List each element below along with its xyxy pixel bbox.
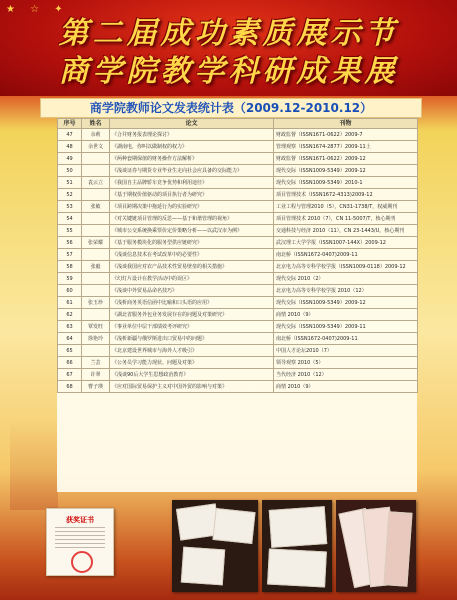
cell-name: 曹子瑛 bbox=[82, 381, 110, 393]
table-row bbox=[58, 273, 418, 285]
cell-paper: 《项目跨期决策中拖延行为的实验研究》 bbox=[110, 201, 274, 213]
cell-name bbox=[82, 345, 110, 357]
cell-journal: 中国人才论坛2010（7） bbox=[274, 345, 418, 357]
certificates-photo-1 bbox=[172, 500, 258, 592]
header-banner bbox=[0, 0, 457, 96]
cell-paper: 《浅谈90后大学生思想政治教育》 bbox=[110, 369, 274, 381]
table-row bbox=[58, 297, 418, 309]
cell-paper: 《浅谈证券与期货专业毕业生走向社会应具备的交际能力》 bbox=[110, 165, 274, 177]
cell-no: 65 bbox=[58, 345, 82, 357]
cell-paper: 《公务员学习能力现状、问题及对策》 bbox=[110, 357, 274, 369]
cell-paper: 《合并财务报表理论探讨》 bbox=[110, 129, 274, 141]
column-header-journal: 刊物 bbox=[274, 119, 418, 129]
cell-name: 兰芸 bbox=[82, 357, 110, 369]
table-row bbox=[58, 237, 418, 249]
cell-name: 袁云立 bbox=[82, 177, 110, 189]
cell-no: 59 bbox=[58, 273, 82, 285]
cell-name: 徐艳玲 bbox=[82, 333, 110, 345]
cell-paper: 《湖北省服务外包业务发展存在的问题及对策研究》 bbox=[110, 309, 274, 321]
certificate-text-lines bbox=[55, 527, 105, 551]
cell-paper: 《浅谈信息技术在考试改革中的必要性》 bbox=[110, 249, 274, 261]
cell-journal: 交通科技与经济 2010（11），CN 23-1443/U，核心期刊 bbox=[274, 225, 418, 237]
cell-paper: 《基于期权价值驱动的项目执行者为研究》 bbox=[110, 189, 274, 201]
award-photos-strip bbox=[0, 498, 457, 600]
award-certificate-image bbox=[46, 508, 114, 576]
cell-name: 张毅 bbox=[82, 261, 110, 273]
banner-title-line2: 商学院教学科研成果展 bbox=[58, 54, 399, 89]
table-row bbox=[58, 369, 418, 381]
cell-paper: 《北京建设世界城市与海外人才吸引》 bbox=[110, 345, 274, 357]
column-header-no: 序号 bbox=[58, 119, 82, 129]
table-row bbox=[58, 141, 418, 153]
cell-no: 51 bbox=[58, 177, 82, 189]
table-row bbox=[58, 321, 418, 333]
table-row bbox=[58, 357, 418, 369]
certificates-photo-3 bbox=[336, 500, 416, 592]
cell-no: 63 bbox=[58, 321, 82, 333]
cell-paper: 《两种套期保值的财务操作方法解析》 bbox=[110, 153, 274, 165]
cell-name: 余世文 bbox=[82, 141, 110, 153]
column-header-paper: 论文 bbox=[110, 119, 274, 129]
table-row bbox=[58, 201, 418, 213]
table-row bbox=[58, 153, 418, 165]
cell-journal: 领导观察 2010（5） bbox=[274, 357, 418, 369]
cell-journal: 工业工程与管理2010（5），CN31-1738/T，权威期刊 bbox=[274, 201, 418, 213]
cell-name: 余莉 bbox=[82, 129, 110, 141]
cell-paper: 《浅析商务英语信函中比喻和口头语的应用》 bbox=[110, 297, 274, 309]
cell-paper: 《应对国际贸易保护主义对中国外贸的影响与对策》 bbox=[110, 381, 274, 393]
table-row bbox=[58, 165, 418, 177]
cell-no: 52 bbox=[58, 189, 82, 201]
cell-name bbox=[82, 153, 110, 165]
cell-no: 66 bbox=[58, 357, 82, 369]
cell-no: 54 bbox=[58, 213, 82, 225]
cell-name bbox=[82, 165, 110, 177]
cell-no: 49 bbox=[58, 153, 82, 165]
cell-no: 50 bbox=[58, 165, 82, 177]
cell-no: 68 bbox=[58, 381, 82, 393]
cell-name bbox=[82, 189, 110, 201]
cell-journal: 现代交际（ISSN1009-5349）2010-1 bbox=[274, 177, 418, 189]
table-row bbox=[58, 249, 418, 261]
cell-no: 61 bbox=[58, 297, 82, 309]
cell-name: 张敏 bbox=[82, 201, 110, 213]
cell-no: 67 bbox=[58, 369, 82, 381]
cell-paper: 《我国自主品牌轿车竞争优势和利用途径》 bbox=[110, 177, 274, 189]
cell-journal: 项目管理技术（ISSN1672-4313)2009-12 bbox=[274, 189, 418, 201]
cell-paper: 《浅谈中外贸易品命名技巧》 bbox=[110, 285, 274, 297]
table-header-row bbox=[58, 119, 418, 129]
certificates-photo-2 bbox=[262, 500, 332, 592]
cell-no: 64 bbox=[58, 333, 82, 345]
cell-journal: 现代交际（ISSN1009-5349）2009-12 bbox=[274, 165, 418, 177]
cell-journal: 商情 2010（9） bbox=[274, 309, 418, 321]
cell-no: 53 bbox=[58, 201, 82, 213]
cell-journal: 现代交际（ISSN1009-5349）2009-12 bbox=[274, 297, 418, 309]
seal-icon bbox=[71, 551, 93, 573]
cell-name: 许翠 bbox=[82, 369, 110, 381]
cell-no: 56 bbox=[58, 237, 82, 249]
cell-journal: 当代经济 2010（12） bbox=[274, 369, 418, 381]
cell-journal: 北京电力高等专科学校学报（ISSN1009-0118）2009-12 bbox=[274, 261, 418, 273]
cell-journal: 北京电力高等专科学校学报 2010（12） bbox=[274, 285, 418, 297]
table-row bbox=[58, 381, 418, 393]
building-photo-backdrop bbox=[10, 420, 58, 510]
cell-journal: 武汉理工大学学报（ISSN1007-144X）2009-12 bbox=[274, 237, 418, 249]
cell-name: 张玉珍 bbox=[82, 297, 110, 309]
cell-no: 48 bbox=[58, 141, 82, 153]
cell-no: 62 bbox=[58, 309, 82, 321]
column-header-name: 姓名 bbox=[82, 119, 110, 129]
table-row bbox=[58, 285, 418, 297]
cell-journal: 财政监督（ISSN1671-0622）2009-7 bbox=[274, 129, 418, 141]
cell-paper: 《浅谈我国应对农产品技术性贸易壁垒的相关措施》 bbox=[110, 261, 274, 273]
cell-journal: 南北桥（ISSN1672-0407)2009-11 bbox=[274, 333, 418, 345]
cell-name bbox=[82, 225, 110, 237]
cell-no: 47 bbox=[58, 129, 82, 141]
table-row bbox=[58, 213, 418, 225]
table-row bbox=[58, 261, 418, 273]
cell-name: 张荣耀 bbox=[82, 237, 110, 249]
cell-name bbox=[82, 273, 110, 285]
cell-name bbox=[82, 309, 110, 321]
cell-paper: 《幻灯片设计在教学活动中的误区》 bbox=[110, 273, 274, 285]
cell-journal: 商情 2010（9） bbox=[274, 381, 418, 393]
paper-statistics-table bbox=[57, 118, 417, 492]
cell-name bbox=[82, 213, 110, 225]
cell-paper: 《湖南电，你叫以做制权的权力》 bbox=[110, 141, 274, 153]
table-row bbox=[58, 177, 418, 189]
cell-name: 覃发旺 bbox=[82, 321, 110, 333]
cell-journal: 南北桥（ISSN1672-0407)2009-11 bbox=[274, 249, 418, 261]
table-row bbox=[58, 129, 418, 141]
table-row bbox=[58, 333, 418, 345]
cell-paper: 《基于服务模块化的服务型供应链研究》 bbox=[110, 237, 274, 249]
cell-no: 55 bbox=[58, 225, 82, 237]
cell-paper: 《城市公交系统换乘票价定价策略分析——以武汉市为例》 bbox=[110, 225, 274, 237]
cell-journal: 财政监督（ISSN1671-0622）2009-12 bbox=[274, 153, 418, 165]
cell-paper: 《对关键链项目管理的反思——基于和谐管理的视角》 bbox=[110, 213, 274, 225]
certificate-title: 获奖证书 bbox=[66, 516, 94, 524]
table-row bbox=[58, 225, 418, 237]
banner-title-line1: 第二届成功素质展示节 bbox=[58, 16, 399, 51]
table-row bbox=[58, 189, 418, 201]
table-row bbox=[58, 345, 418, 357]
cell-journal: 现代交际 2010（2） bbox=[274, 273, 418, 285]
table-row bbox=[58, 309, 418, 321]
cell-journal: 项目管理技术 2010（7），CN 11-5007/T，核心期刊 bbox=[274, 213, 418, 225]
cell-paper: 《事业单位中层干部绩效考评研究》 bbox=[110, 321, 274, 333]
cell-paper: 《浅析新疆与俄罗斯进出口贸易中的问题》 bbox=[110, 333, 274, 345]
cell-no: 60 bbox=[58, 285, 82, 297]
cell-no: 57 bbox=[58, 249, 82, 261]
cell-journal: 管理观察（ISSN1674-2877）2009-11上 bbox=[274, 141, 418, 153]
star-decoration-icon: ★ ☆ ✦ bbox=[6, 4, 69, 15]
table-title: 商学院教师论文发表统计表（2009.12-2010.12） bbox=[40, 98, 422, 118]
cell-name bbox=[82, 285, 110, 297]
cell-no: 58 bbox=[58, 261, 82, 273]
cell-journal: 现代交际（ISSN1009-5349）2009-11 bbox=[274, 321, 418, 333]
cell-name bbox=[82, 249, 110, 261]
